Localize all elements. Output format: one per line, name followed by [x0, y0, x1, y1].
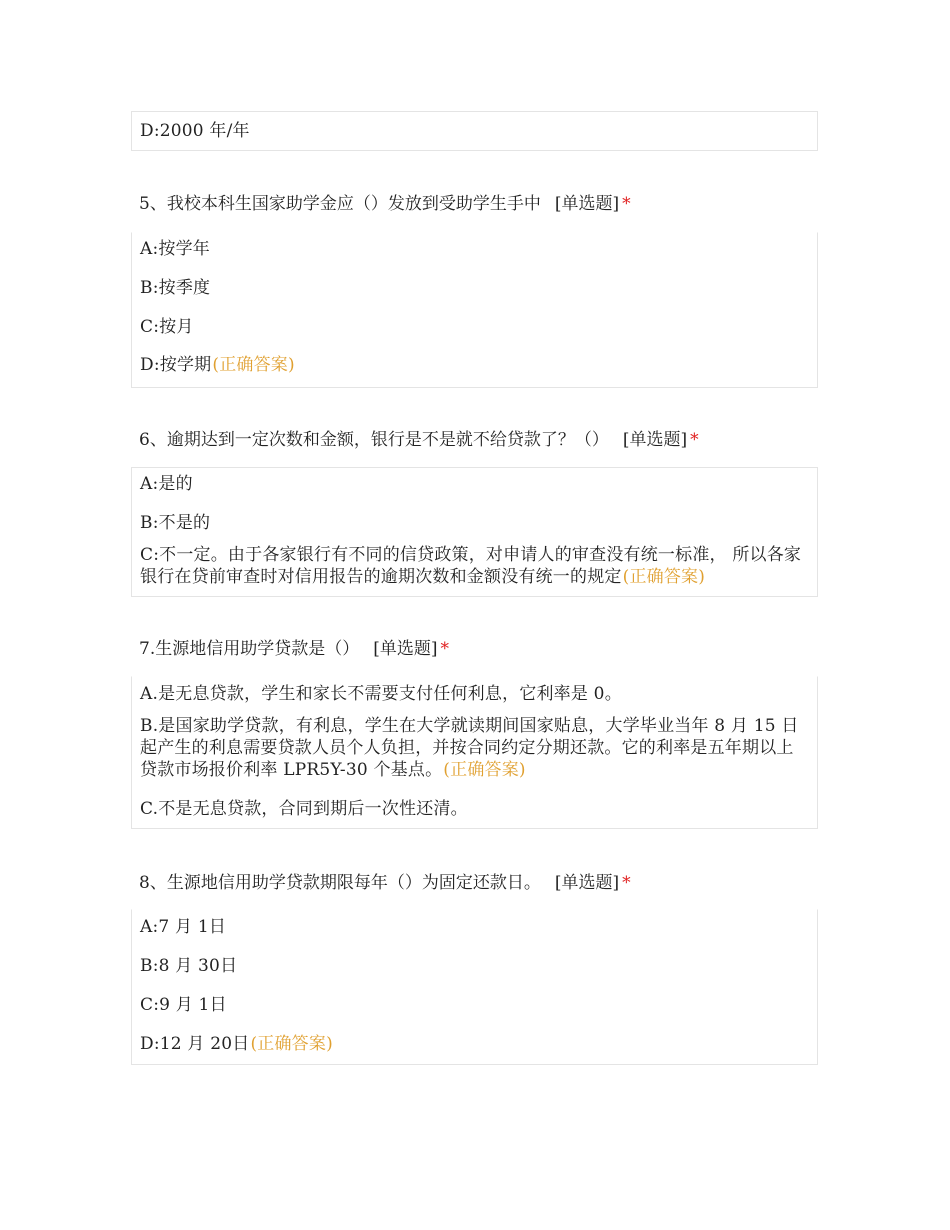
q5-required-asterisk: *: [622, 194, 631, 214]
q7-options-box: [131, 676, 818, 829]
q6-question: [139, 429, 699, 451]
q5-options-box: [131, 232, 818, 388]
q8-required-asterisk: *: [622, 873, 631, 893]
q6-options-box: [131, 467, 818, 597]
q4-option-d[interactable]: D:2000 年/年: [140, 121, 250, 141]
q5-question-type: [单选题]: [554, 194, 620, 214]
q7-required-asterisk: *: [440, 639, 449, 659]
q6-required-asterisk: *: [690, 430, 699, 450]
q6-correct-answer-tag: (正确答案): [622, 567, 706, 587]
q8-question-text: 8、生源地信用助学贷款期限每年（）为固定还款日。: [139, 873, 541, 893]
q6-question-text: 6、逾期达到一定次数和金额，银行是不是就不给贷款了？（）: [139, 430, 609, 450]
q7-option-b[interactable]: [140, 715, 805, 781]
q7-correct-answer-tag: (正确答案): [443, 760, 526, 780]
q5-question: [139, 193, 631, 215]
q7-option-c[interactable]: C.不是无息贷款，合同到期后一次性还清。: [140, 799, 468, 819]
q8-option-d-text: D:12 月 20日: [140, 1034, 250, 1054]
q5-option-d-text: D:按学期: [140, 355, 212, 375]
q6-option-c-text: C:不一定。由于各家银行有不同的信贷政策，对申请人的审查没有统一标准， 所以各家银行在贷前审查时对信用报告的逾期次数和金额没有统一的规定: [140, 545, 802, 587]
q7-option-b-text: B.是国家助学贷款，有利息，学生在大学就读期间国家贴息，大学毕业当年 8 月 15 日起产生的利息需要贷款人员个人负担，并按合同约定分期还款。它的利率是五年期以上贷款市场报价利率 LPR5Y-30 个基点。: [140, 716, 799, 780]
q5-option-d[interactable]: [140, 354, 805, 376]
q6-question-type: [单选题]: [622, 430, 688, 450]
q5-correct-answer-tag: (正确答案): [212, 355, 295, 375]
q6-option-b[interactable]: B:不是的: [140, 513, 211, 533]
q8-option-d[interactable]: [140, 1033, 805, 1055]
q6-option-c[interactable]: [140, 544, 805, 588]
q7-option-a[interactable]: A.是无息贷款，学生和家长不需要支付任何利息，它利率是 0。: [140, 684, 622, 704]
q8-option-a[interactable]: A:7 月 1日: [140, 917, 227, 937]
q8-correct-answer-tag: (正确答案): [250, 1034, 333, 1054]
q4-options-box: [131, 111, 818, 151]
q7-question-text: 7.生源地信用助学贷款是（）: [139, 639, 360, 659]
q8-options-box: [131, 909, 818, 1065]
q7-question: [139, 638, 449, 660]
q8-option-b[interactable]: B:8 月 30日: [140, 956, 238, 976]
q7-question-type: [单选题]: [373, 639, 438, 659]
q8-option-c[interactable]: C:9 月 1日: [140, 995, 227, 1015]
q5-option-c[interactable]: C:按月: [140, 317, 194, 337]
q5-option-a[interactable]: A:按学年: [140, 239, 211, 259]
q8-question-type: [单选题]: [554, 873, 620, 893]
q5-question-text: 5、我校本科生国家助学金应（）发放到受助学生手中: [139, 194, 541, 214]
q8-question: [139, 872, 631, 894]
q6-option-a[interactable]: A:是的: [140, 474, 193, 494]
q5-option-b[interactable]: B:按季度: [140, 278, 211, 298]
